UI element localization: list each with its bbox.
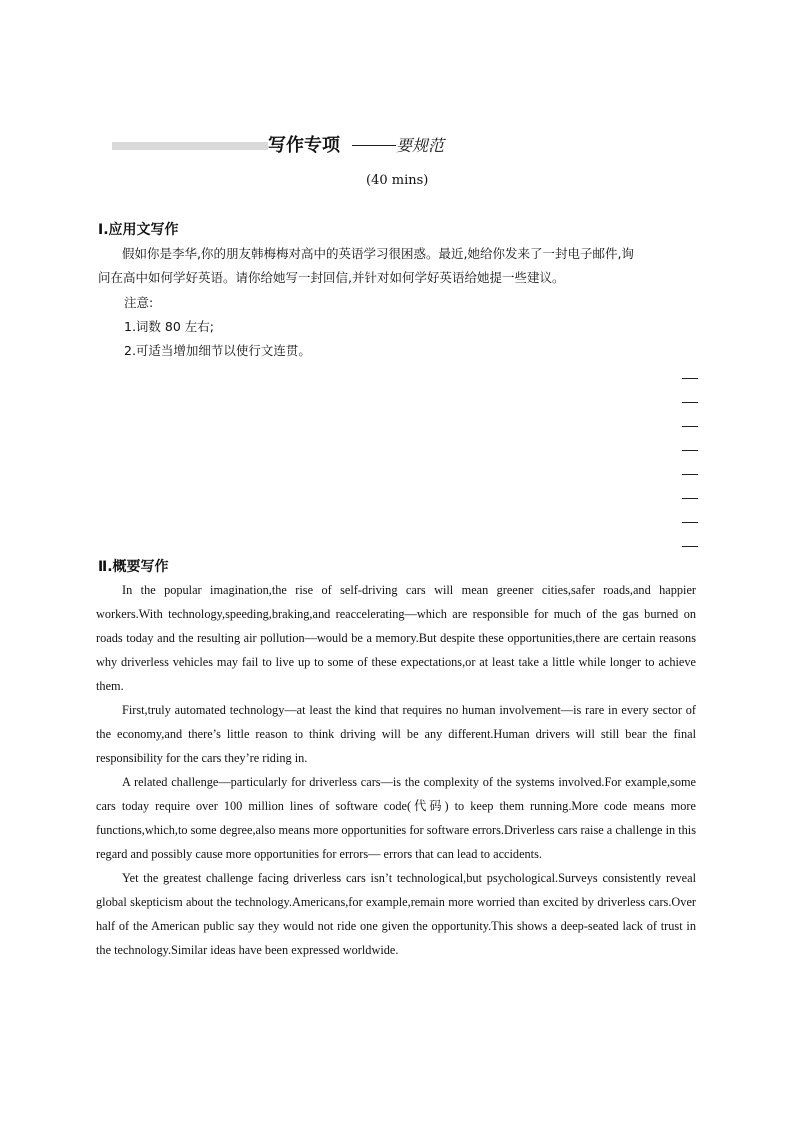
answer-line	[682, 498, 698, 499]
answer-line	[682, 474, 698, 475]
time-limit: (40 mins)	[366, 173, 429, 188]
note-item-1: 1.词数 80 左右;	[124, 319, 214, 334]
passage-paragraph-3: A related challenge—particularly for driverless cars—is the complexity of the systems involved.For example,some cars today require over 100 million lines of software code(代码) to keep them running.More code means more functions,which,to some degree,also means more opportunities for software errors.Driverless cars raise a challenge in this regard and possibly cause more opportunities for errors— errors that can lead to accidents.	[96, 775, 696, 861]
passage-paragraph-2: First,truly automated technology—at least the kind that requires no human involvement—is rare in every sector of the economy,and there’s little reason to think driving will be any different.Human drivers will still bear the final responsibility for the cars they’re riding in.	[96, 703, 696, 765]
section1-prompt-line2: 问在高中如何学好英语。请你给她写一封回信,并针对如何学好英语给她提一些建议。	[98, 270, 565, 285]
answer-line	[682, 378, 698, 379]
answer-lines	[682, 378, 698, 570]
title-dash	[352, 145, 396, 146]
answer-line	[682, 426, 698, 427]
title-row	[112, 130, 552, 160]
section1-prompt-line1: 假如你是李华,你的朋友韩梅梅对高中的英语学习很困惑。最近,她给你发来了一封电子邮件,询	[122, 246, 634, 261]
section2-heading: Ⅱ.概要写作	[98, 559, 169, 575]
page-title: 写作专项	[268, 135, 340, 156]
passage	[96, 578, 696, 962]
answer-line	[682, 402, 698, 403]
section1-heading: Ⅰ.应用文写作	[98, 222, 179, 238]
note-label: 注意:	[124, 295, 154, 310]
passage-paragraph-1: In the popular imagination,the rise of self-driving cars will mean greener cities,safer roads,and happier workers.With technology,speeding,braking,and reaccelerating—which are responsible for much of the gas burned on roads today and the resulting air pollution—would be a memory.But despite these opportunities,there are certain reasons why driverless vehicles may fail to live up to some of these expectations,or at least take a little while longer to achieve them.	[96, 583, 696, 693]
title-decoration-bar	[112, 142, 268, 150]
answer-line	[682, 522, 698, 523]
note-item-2: 2.可适当增加细节以使行文连贯。	[124, 343, 311, 358]
passage-paragraph-4: Yet the greatest challenge facing driverless cars isn’t technological,but psychological.Surveys consistently reveal global skepticism about the technology.Americans,for example,remain more worried than excited by driverless cars.Over half of the American public say they would not ride one given the opportunity.This shows a deep-seated lack of trust in the technology.Similar ideas have been expressed worldwide.	[96, 871, 696, 957]
answer-line	[682, 546, 698, 547]
page-subtitle: 要规范	[396, 136, 445, 155]
answer-line	[682, 450, 698, 451]
